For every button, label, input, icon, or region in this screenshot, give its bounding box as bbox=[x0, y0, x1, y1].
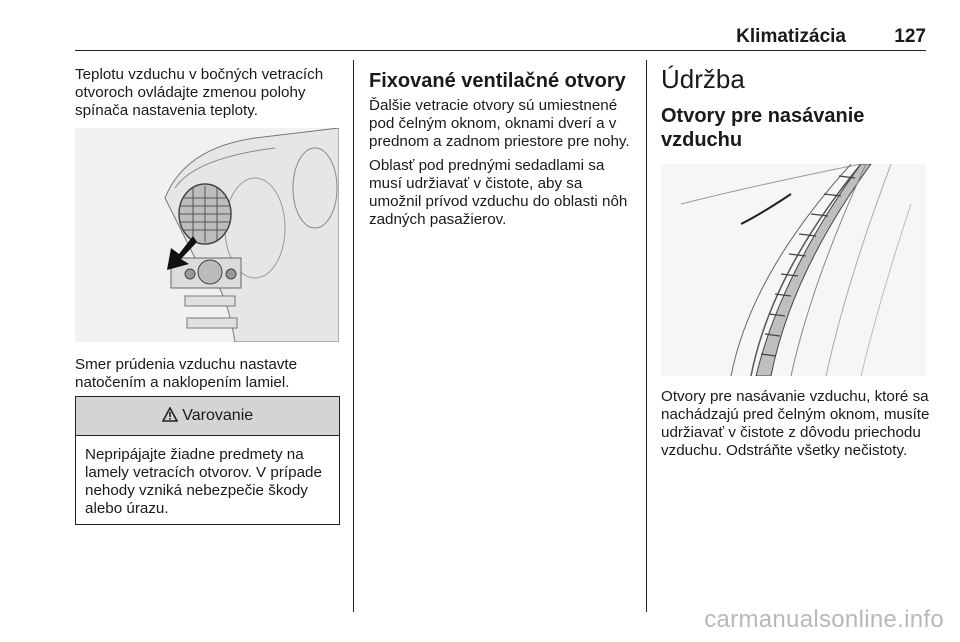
vent-direction-text: Smer prúdenia vzduchu nastavte natočením a naklopením lamiel. bbox=[75, 356, 298, 391]
fixed-vents-paragraph-2: Oblasť pod prednými sedadlami sa musí udržiavať v čistote, aby sa umožnil prívod vzduchu do oblasti nôh zadných pasažierov. bbox=[369, 157, 628, 228]
column-1 bbox=[75, 66, 341, 120]
page-number: 127 bbox=[894, 26, 926, 47]
side-vent-illustration bbox=[75, 128, 339, 342]
intro-paragraph: Teplotu vzduchu v bočných vetracích otvoroch ovládajte zmenou polohy spínača nastavenia teploty. bbox=[75, 66, 324, 119]
section-title: Klimatizácia bbox=[736, 26, 846, 47]
air-intake-subheading: Otvory pre nasávanie vzduchu bbox=[661, 105, 865, 151]
watermark: carmanualsonline.info bbox=[704, 606, 944, 633]
warning-icon bbox=[162, 407, 182, 424]
air-intake-illustration bbox=[661, 164, 926, 376]
column-1-caption bbox=[75, 356, 341, 392]
fixed-vents-heading: Fixované ventilačné otvory bbox=[369, 70, 626, 92]
warning-box bbox=[75, 396, 340, 525]
column-divider bbox=[646, 60, 647, 612]
air-intake-paragraph: Otvory pre nasávanie vzduchu, ktoré sa nachádzajú pred čelným oknom, musíte udržiavať v čistote z dôvodu priechodu vzduchu. Odstráňte všetky nečistoty. bbox=[661, 388, 930, 459]
maintenance-heading: Údržba bbox=[661, 64, 745, 94]
warning-text: Nepripájajte žiadne predmety na lamely vetracích otvorov. V prípade nehody vzniká nebezpečie škody alebo úrazu. bbox=[85, 446, 322, 517]
column-2 bbox=[369, 69, 635, 229]
warning-header bbox=[76, 397, 339, 436]
page-header bbox=[75, 26, 926, 51]
column-3 bbox=[661, 64, 929, 152]
column-divider bbox=[353, 60, 354, 612]
column-3-body bbox=[661, 388, 931, 460]
fixed-vents-paragraph-1: Ďalšie vetracie otvory sú umiestnené pod čelným oknom, oknami dverí a v prednom a zadnom priestore pre nohy. bbox=[369, 97, 630, 150]
warning-title: Varovanie bbox=[182, 407, 254, 424]
